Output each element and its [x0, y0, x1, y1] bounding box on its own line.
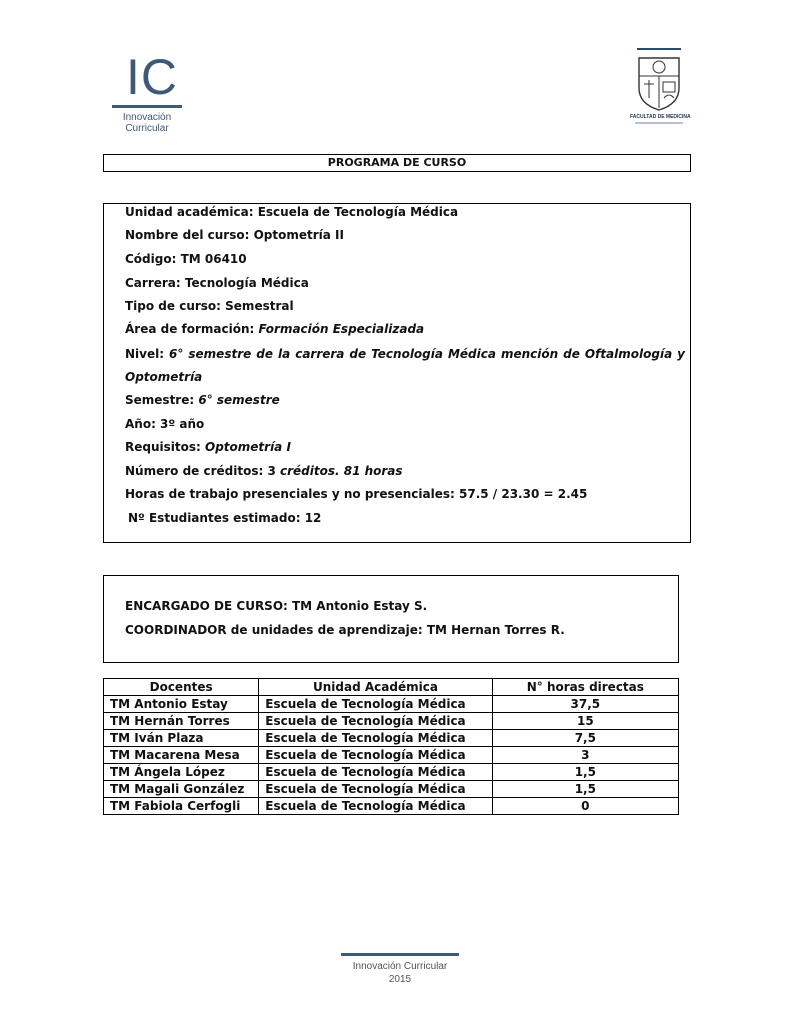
- docente-name: TM Hernán Torres: [104, 713, 259, 730]
- nivel-value-1: 6° semestre de la carrera de Tecnología Médica mención de Oftalmología y: [169, 347, 686, 361]
- docente-name: TM Fabiola Cerfogli: [104, 798, 259, 815]
- anio: Año: 3º año: [125, 417, 205, 431]
- docente-horas: 1,5: [492, 781, 678, 798]
- encargado-curso: ENCARGADO DE CURSO: TM Antonio Estay S.: [125, 599, 428, 613]
- facultad-medicina-logo: [630, 48, 691, 124]
- unidad-academica: Unidad académica: Escuela de Tecnología Médica: [125, 205, 459, 219]
- logo-bar: [112, 105, 182, 108]
- docente-unidad: Escuela de Tecnología Médica: [259, 781, 492, 798]
- docente-horas: 37,5: [492, 696, 678, 713]
- logo-letters: IC: [126, 49, 178, 105]
- faculty-caption: FACULTAD DE MEDICINA: [630, 114, 691, 120]
- docente-name: TM Iván Plaza: [104, 730, 259, 747]
- docente-unidad: Escuela de Tecnología Médica: [259, 713, 492, 730]
- codigo: Código: TM 06410: [125, 252, 247, 266]
- table-header-row: [104, 679, 679, 696]
- docente-unidad: Escuela de Tecnología Médica: [259, 730, 492, 747]
- nivel-label: Nivel:: [125, 347, 165, 361]
- requisitos-label: Requisitos:: [125, 440, 201, 454]
- docentes-table: [103, 678, 679, 815]
- tipo-curso: Tipo de curso: Semestral: [125, 299, 294, 313]
- header-horas: N° horas directas: [492, 679, 678, 696]
- requisitos-value: Optometría I: [205, 440, 291, 454]
- coat-of-arms-icon: [636, 54, 682, 112]
- creditos-value: créditos. 81 horas: [279, 464, 403, 478]
- docente-unidad: Escuela de Tecnología Médica: [259, 747, 492, 764]
- nombre-curso: Nombre del curso: Optometría II: [125, 228, 344, 242]
- docente-name: TM Magali González: [104, 781, 259, 798]
- course-info-box: [103, 203, 691, 543]
- innovacion-curricular-logo: [112, 49, 188, 134]
- footer-text: Innovación Curricular: [352, 961, 448, 972]
- nivel-cont: [125, 370, 202, 384]
- docente-horas: 0: [492, 798, 678, 815]
- docente-name: TM Macarena Mesa: [104, 747, 259, 764]
- area-formacion: [125, 322, 424, 336]
- table-row: [104, 798, 679, 815]
- creditos: [125, 464, 403, 478]
- docente-unidad: Escuela de Tecnología Médica: [259, 764, 492, 781]
- header-unidad: Unidad Académica: [259, 679, 492, 696]
- docente-horas: 7,5: [492, 730, 678, 747]
- nivel-value-2: Optometría: [125, 370, 203, 384]
- docente-name: TM Ángela López: [104, 764, 259, 781]
- footer-bar: [341, 953, 459, 956]
- semestre-value: 6° semestre: [198, 393, 280, 407]
- semestre: [125, 393, 280, 407]
- carrera: Carrera: Tecnología Médica: [125, 276, 309, 290]
- logo-caption-1: Innovación: [122, 112, 172, 123]
- table-row: [104, 764, 679, 781]
- footer-year: 2015: [388, 974, 412, 985]
- area-label: Área de formación:: [125, 322, 255, 336]
- requisitos: [125, 440, 291, 454]
- docente-unidad: Escuela de Tecnología Médica: [259, 798, 492, 815]
- horas-trabajo: Horas de trabajo presenciales y no presenciales: 57.5 / 23.30 = 2.45: [125, 487, 588, 501]
- footer: [340, 953, 460, 986]
- encargado-box: [103, 575, 679, 663]
- docente-horas: 3: [492, 747, 678, 764]
- docente-horas: 15: [492, 713, 678, 730]
- table-row: [104, 730, 679, 747]
- logo-caption-2: Curricular: [125, 123, 169, 134]
- estudiantes-estimado: Nº Estudiantes estimado: 12: [128, 511, 322, 525]
- table-row: [104, 747, 679, 764]
- coordinador: COORDINADOR de unidades de aprendizaje: TM Hernan Torres R.: [125, 623, 565, 637]
- semestre-label: Semestre:: [125, 393, 195, 407]
- docente-name: TM Antonio Estay: [104, 696, 259, 713]
- docente-unidad: Escuela de Tecnología Médica: [259, 696, 492, 713]
- table-row: [104, 713, 679, 730]
- page-title: PROGRAMA DE CURSO: [103, 154, 691, 172]
- table-row: [104, 781, 679, 798]
- creditos-label: Número de créditos: 3: [125, 464, 276, 478]
- area-value: Formación Especializada: [258, 322, 425, 336]
- docente-horas: 1,5: [492, 764, 678, 781]
- table-row: [104, 696, 679, 713]
- header-docentes: Docentes: [104, 679, 259, 696]
- nivel: [125, 347, 685, 361]
